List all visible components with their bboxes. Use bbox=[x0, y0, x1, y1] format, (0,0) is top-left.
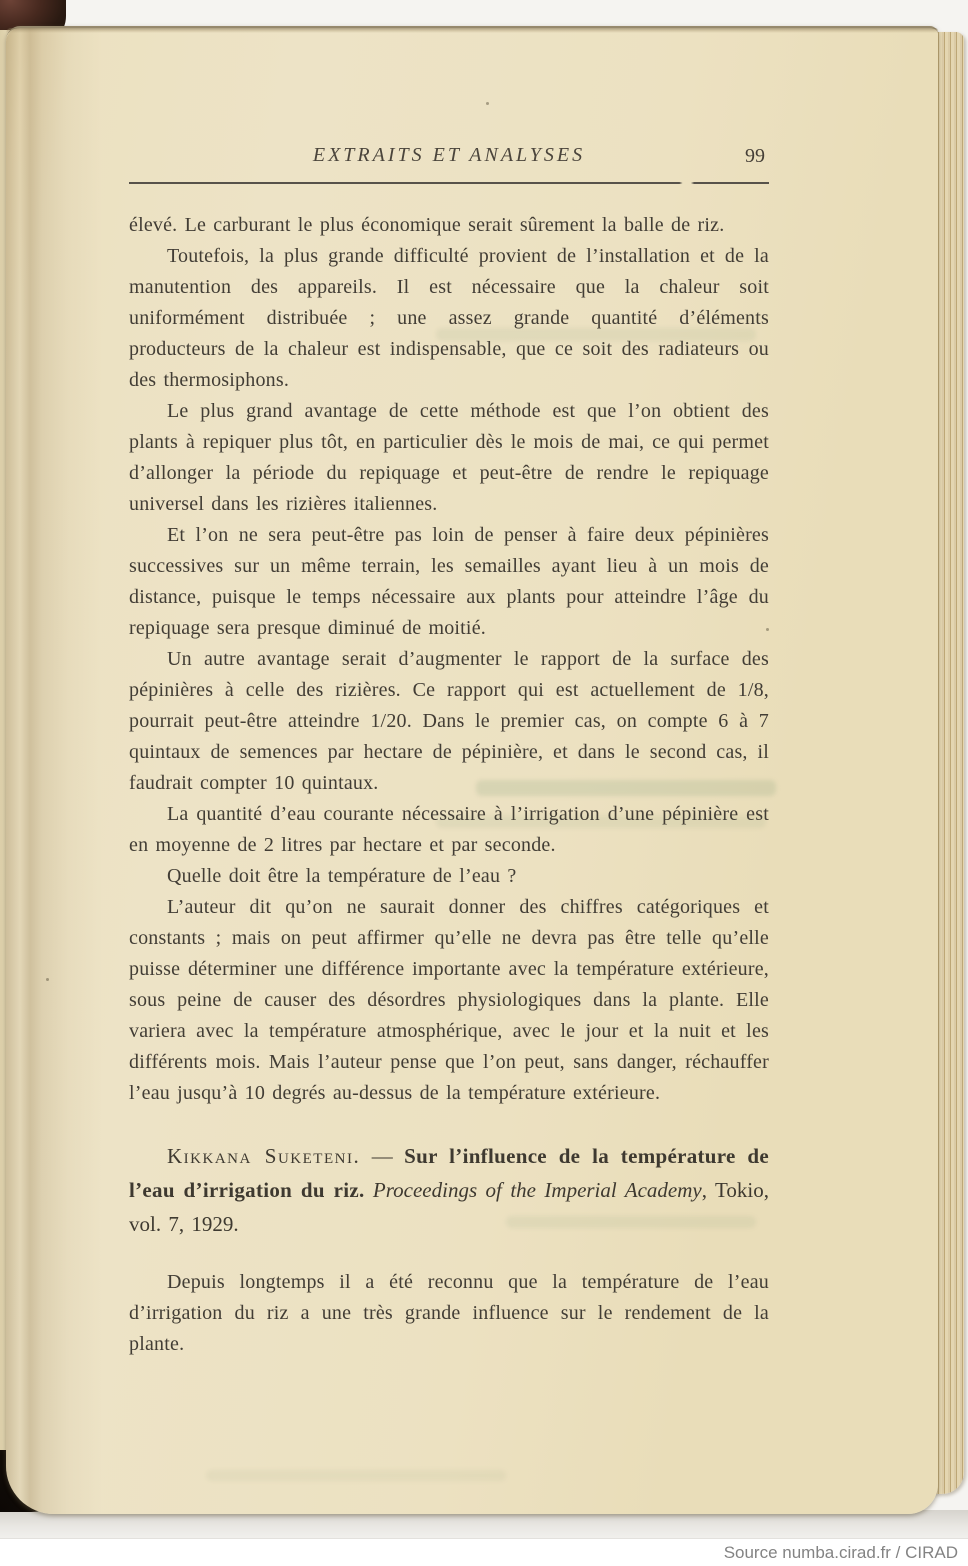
body-paragraph: élevé. Le carburant le plus économique serait sûrement la balle de riz. bbox=[129, 214, 725, 236]
header-rule bbox=[129, 182, 769, 184]
body-paragraph: Un autre avantage serait d’augmenter le rapport de la surface des pépinières à celle des rizières. Ce rapport qui est actuellement de 1/8, pourrait peut-être atteindre 1/20. Dans le premier cas, on compte 6 à 7 quintaux de semences par hectare de pépinière, et dans le second cas, il faudrait compter 10 quintaux. bbox=[129, 648, 769, 794]
paper-speck bbox=[486, 102, 489, 105]
body-paragraph: Quelle doit être la température de l’eau ? bbox=[167, 865, 517, 887]
source-label: Source numba.cirad.fr / CIRAD bbox=[723, 1543, 958, 1562]
page-content bbox=[129, 144, 769, 1380]
body-paragraph: L’auteur dit qu’on ne saurait donner des chiffres catégoriques et constants ; mais on peut affirmer qu’elle ne devra pas être telle qu’elle puisse déterminer une différence importante avec la température extérieure, sous peine de causer des désordres physiologiques dans la plante. Elle variera avec la température atmosphérique, avec le jour et la nuit et les différents mois. Mais l’auteur pense que l’on peut, sans danger, réchauffer l’eau jusqu’à 10 degrés au-dessus de la température extérieure. bbox=[129, 896, 769, 1104]
citation-title: Sur l’influence de la température de l’eau d’irrigation du riz. bbox=[129, 1144, 770, 1202]
citation-author: Kikkana Suketeni. bbox=[167, 1144, 361, 1168]
closing-paragraph: Depuis longtemps il a été reconnu que la température de l’eau d’irrigation du riz a une très grande influence sur le rendement de la plante. bbox=[129, 1271, 769, 1355]
citation-details: , Tokio, vol. 7, 1929. bbox=[129, 1178, 769, 1236]
book-page bbox=[6, 26, 938, 1514]
citation-separator: — bbox=[360, 1144, 405, 1168]
page-number: 99 bbox=[745, 145, 765, 167]
page-gutter-shadow bbox=[6, 28, 102, 1514]
citation-journal: Proceedings of the Imperial Academy bbox=[364, 1178, 702, 1202]
show-through-smudge bbox=[206, 1470, 506, 1481]
running-title: EXTRAITS ET ANALYSES bbox=[312, 144, 586, 166]
page-header bbox=[129, 144, 769, 174]
source-bar bbox=[0, 1538, 968, 1566]
citation-entry bbox=[129, 1139, 769, 1241]
page-bottom-shadow bbox=[0, 1510, 968, 1540]
body-paragraph: La quantité d’eau courante nécessaire à l’irrigation d’une pépinière est en moyenne de 2 litres par hectare et par seconde. bbox=[129, 803, 769, 856]
body-paragraph: Et l’on ne sera peut-être pas loin de penser à faire deux pépinières successives sur un même terrain, les semailles ayant lieu à un mois de distance, puisque le temps nécessaire aux plants pour atteindre l’âge du repiquage sera presque diminué de moitié. bbox=[129, 524, 769, 639]
body-paragraph: Le plus grand avantage de cette méthode est que l’on obtient des plants à repiquer plus tôt, en particulier dès le mois de mai, ce qui permet d’allonger la période du repiquage et peut-être de rendre le repiquage universel dans les rizières italiennes. bbox=[129, 400, 769, 515]
body-paragraph: Toutefois, la plus grande difficulté provient de l’installation et de la manutention des appareils. Il est nécessaire que la chaleur soit uniformément distribuée ; une assez grande quantité d’éléments producteurs de la chaleur est indispensable, que ce soit des radiateurs ou des thermosiphons. bbox=[129, 245, 769, 391]
paper-speck bbox=[46, 978, 49, 981]
article-text bbox=[129, 210, 769, 1109]
